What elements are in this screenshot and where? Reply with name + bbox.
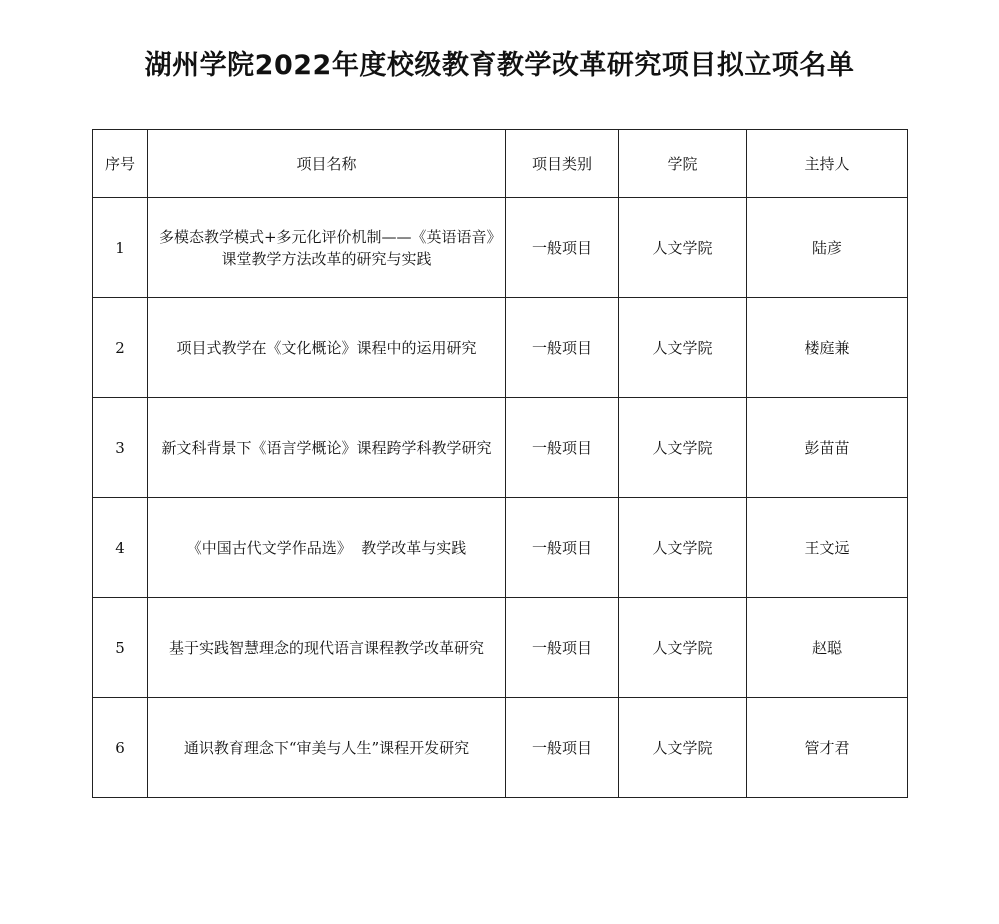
cell-college: 人文学院 <box>619 298 747 398</box>
table-row <box>93 298 908 398</box>
cell-college: 人文学院 <box>619 398 747 498</box>
cell-category: 一般项目 <box>506 298 619 398</box>
header-no: 序号 <box>93 130 148 198</box>
cell-no: 5 <box>93 598 148 698</box>
cell-host: 楼庭兼 <box>747 298 908 398</box>
header-college: 学院 <box>619 130 747 198</box>
cell-category: 一般项目 <box>506 698 619 798</box>
header-category: 项目类别 <box>506 130 619 198</box>
cell-host: 王文远 <box>747 498 908 598</box>
table-row <box>93 598 908 698</box>
cell-host: 陆彦 <box>747 198 908 298</box>
cell-category: 一般项目 <box>506 598 619 698</box>
cell-name: 通识教育理念下“审美与人生”课程开发研究 <box>148 698 506 798</box>
cell-no: 3 <box>93 398 148 498</box>
cell-category: 一般项目 <box>506 198 619 298</box>
cell-name: 多模态教学模式+多元化评价机制——《英语语音》课堂教学方法改革的研究与实践 <box>148 198 506 298</box>
cell-category: 一般项目 <box>506 498 619 598</box>
cell-category: 一般项目 <box>506 398 619 498</box>
header-host: 主持人 <box>747 130 908 198</box>
table-row <box>93 698 908 798</box>
table-row <box>93 498 908 598</box>
table-row <box>93 198 908 298</box>
header-name: 项目名称 <box>148 130 506 198</box>
cell-no: 4 <box>93 498 148 598</box>
cell-no: 6 <box>93 698 148 798</box>
cell-college: 人文学院 <box>619 698 747 798</box>
table-row <box>93 398 908 498</box>
page-title: 湖州学院2022年度校级教育教学改革研究项目拟立项名单 <box>144 50 855 81</box>
cell-name: 新文科背景下《语言学概论》课程跨学科教学研究 <box>148 398 506 498</box>
cell-name: 《中国古代文学作品选》 教学改革与实践 <box>148 498 506 598</box>
cell-college: 人文学院 <box>619 498 747 598</box>
cell-no: 2 <box>93 298 148 398</box>
cell-college: 人文学院 <box>619 198 747 298</box>
cell-college: 人文学院 <box>619 598 747 698</box>
project-table <box>92 129 908 798</box>
cell-name: 项目式教学在《文化概论》课程中的运用研究 <box>148 298 506 398</box>
table-header-row <box>93 130 908 198</box>
cell-name: 基于实践智慧理念的现代语言课程教学改革研究 <box>148 598 506 698</box>
cell-host: 彭苗苗 <box>747 398 908 498</box>
cell-no: 1 <box>93 198 148 298</box>
cell-host: 赵聪 <box>747 598 908 698</box>
cell-host: 管才君 <box>747 698 908 798</box>
